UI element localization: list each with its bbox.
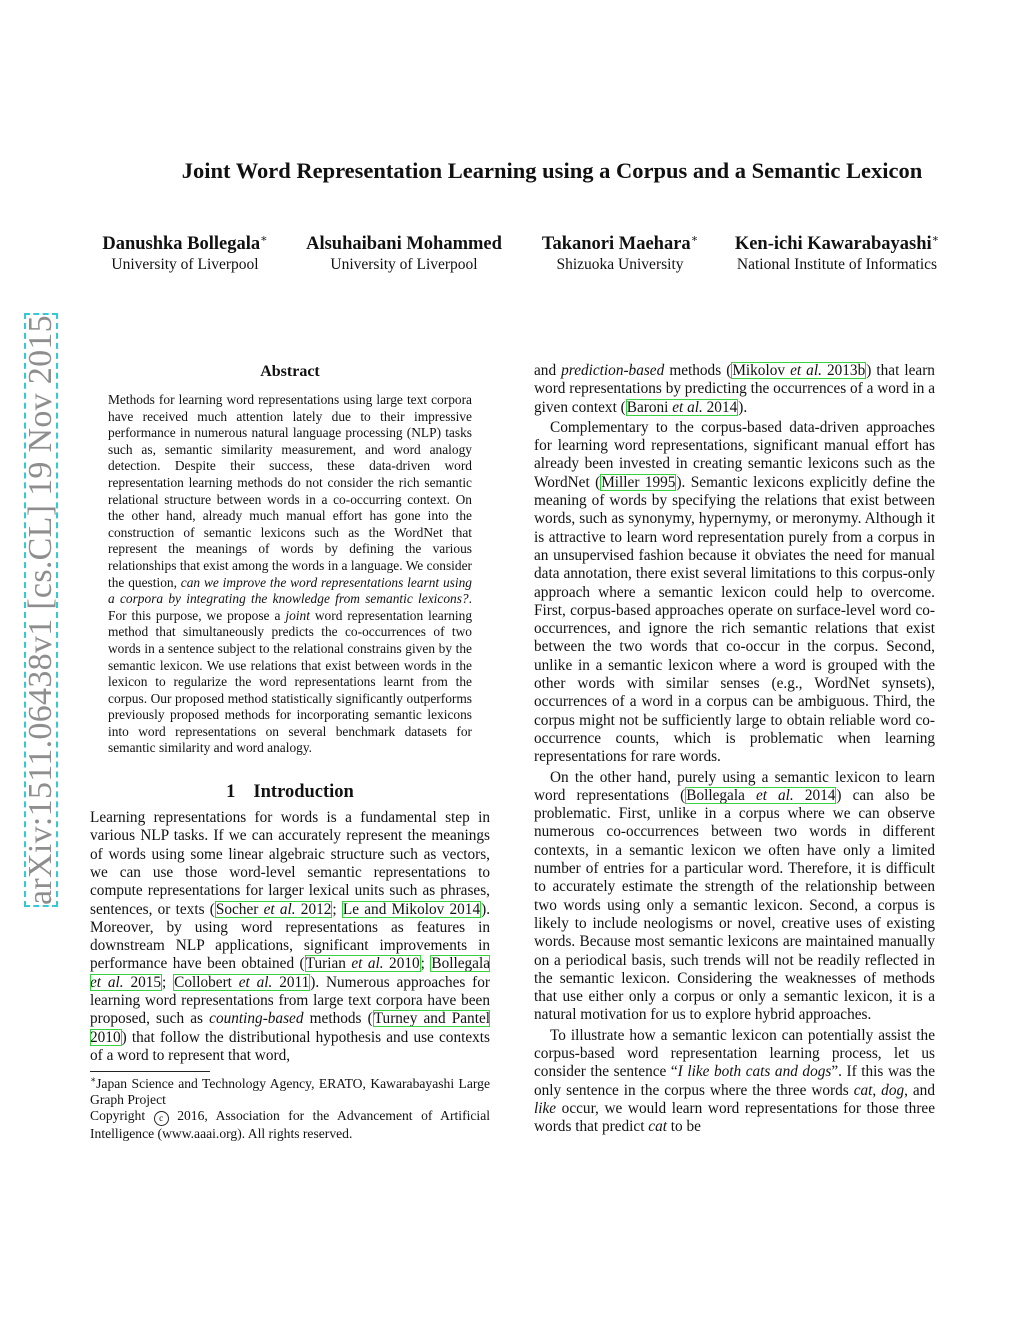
citation-link[interactable]: Baroni et al. 2014 — [626, 398, 738, 416]
citation-link[interactable]: Turney and Pantel 2010 — [90, 1010, 490, 1046]
right-paragraph-3: On the other hand, purely using a semantic lexicon to learn word representations (Bollegala et al. 2014) can also be problematic. First, unlike in a corpus where we can observe numerous co-occurrences between two words in different contexts, in a semantic lexicon we often have only a limited number of entries for a particular word. Therefore, it is difficult to accurately estimate the strength of the relationship between two words using only a semantic lexicon. Second, a corpus is likely to include neologisms or novel, creative uses of existing words. Because most semantic lexicons are maintained manually on a periodical basis, such trends will not be readily reflected in the semantic lexicon. Considering the weaknesses of methods that use either only a corpus or only a semantic lexicon, it is a natural motivation for us to explore hybrid approaches. — [534, 768, 935, 1024]
author-2 — [296, 233, 512, 274]
citation-link[interactable]: Bollegala et al. 2015 — [90, 955, 490, 991]
author-name: Danushka Bollegala — [102, 234, 261, 254]
author-footnote-mark: ∗ — [260, 232, 268, 245]
author-affiliation: University of Liverpool — [111, 256, 259, 273]
citation-link[interactable]: Bollegala et al. 2014 — [686, 786, 836, 804]
right-paragraph-1: and prediction-based methods (Mikolov et al. 2013b) that learn word representations by predicting the occurrences of a word in a given context (Baroni et al. 2014). — [534, 362, 935, 416]
citation-link[interactable]: Turian et al. 2010 — [305, 955, 420, 973]
citation-link[interactable]: Collobert et al. 2011 — [174, 973, 310, 991]
author-1 — [90, 233, 280, 274]
author-3 — [532, 233, 708, 274]
author-4 — [722, 233, 952, 274]
citation-link[interactable]: Mikolov et al. 2013b — [732, 362, 866, 379]
author-name: Ken-ichi Kawarabayashi — [734, 234, 932, 254]
footnote: ∗Japan Science and Technology Agency, ERATO, Kawarabayashi Large Graph Project Copyright c 2016, Association for the Advancement of Artificial Intelligence (www.aaai.org). All rights reserved. — [90, 1074, 491, 1142]
citation-link[interactable]: Miller 1995 — [601, 473, 676, 491]
arxiv-identifier[interactable]: arXiv:1511.06438v1 [cs.CL] 19 Nov 2015 — [22, 315, 59, 905]
author-footnote-mark: ∗ — [931, 232, 940, 245]
copyright-icon: c — [154, 1111, 169, 1126]
abstract-heading: Abstract — [260, 363, 320, 380]
paper-title: Joint Word Representation Learning using a Corpus and a Semantic Lexicon — [181, 158, 923, 183]
arxiv-stamp — [0, 0, 64, 1325]
author-block — [0, 233, 1024, 283]
author-affiliation: National Institute of Informatics — [736, 256, 938, 273]
right-paragraph-2: Complementary to the corpus-based data-driven approaches for learning word representations, significant manual effort has already been invested in creating semantic lexicons such as the WordNet (Miller 1995). Semantic lexicons explicitly define the meaning of words by specifying the relations that exist between words, such as synonymy, hypernymy, or meronymy. Although it is attractive to learn word representation purely from a corpus in an unsupervised fashion because it obviates the need for manual data annotation, there exist several limitations to this corpus-only approach where a semantic lexicon could help to overcome. First, corpus-based approaches operate on surface-level word co-occurrences, and ignore the rich semantic relations that exist between the two words that co-occur in the corpus. Second, unlike in a semantic lexicon where a word is grouped with the other words with similar senses (e.g., WordNet synsets), occurrences of a word in a corpus can be ambiguous. Third, the corpus might not be sufficiently large to obtain reliable word co-occurrence counts, which is problematic when learning representations for rare words. — [534, 418, 936, 766]
citation-link[interactable]: Socher et al. 2012 — [215, 900, 332, 918]
abstract-text: Methods for learning word representations using large text corpora have received much attention lately due to their impressive performance in numerous natural language processing (NLP) tasks such as, semantic similarity measurement, and word analogy detection. Despite their success, these data-driven word representation learning methods do not consider the rich semantic relational structure between words in a co-occurring context. On the other hand, already much manual effort has gone into the construction of semantic lexicons such as the WordNet that represent the meanings of words by defining the various relationships that exist among the words in a language. We consider the question, can we improve the word representations learnt using a corpora by integrating the knowledge from semantic lexicons?. For this purpose, we propose a joint word representation learning method that simultaneously predicts the co-occurrences of two words in a sentence subject to the relational constrains given by the semantic lexicon. We use relations that exist between words in the lexicon to regularize the word representations learnt from the corpus. Our proposed method statistically significantly outperforms previously proposed methods for incorporating semantic lexicons into word representations on several benchmark datasets for semantic similarity and word analogy. — [108, 392, 473, 756]
author-name: Alsuhaibani Mohammed — [306, 234, 502, 254]
citation-link[interactable]: Le and Mikolov 2014 — [342, 900, 481, 918]
author-affiliation: Shizuoka University — [556, 256, 684, 273]
right-column — [534, 362, 935, 1136]
intro-paragraph-1: Learning representations for words is a fundamental step in various NLP tasks. If we can accurately represent the meanings of words using some linear algebraic structure such as vectors, we can use those word-level semantic representations to compute representations for larger lexical units such as phrases, sentences, or texts (Socher et al. 2012; Le and Mikolov 2014). Moreover, by using word representations as features in downstream NLP applications, significant improvements in performance have been obtained (Turian et al. 2010; Bollegala et al. 2015; Collobert et al. 2011). Numerous approaches for learning word representations from large text corpora have been proposed, such as counting-based methods (Turney and Pantel 2010) that follow the distributional hypothesis and use contexts of a word to represent that word, — [90, 809, 491, 1064]
author-affiliation: University of Liverpool — [330, 256, 478, 273]
footnote-divider — [90, 1071, 210, 1072]
right-paragraph-4: To illustrate how a semantic lexicon can potentially assist the corpus-based word representation learning process, let us consider the sentence “I like both cats and dogs”. If this was the only sentence in the corpus where the three words cat, dog, and like occur, we would learn word representations for those three words that predict cat to be — [534, 1026, 935, 1136]
section-heading-introduction: 1 Introduction — [226, 782, 354, 803]
left-column — [90, 362, 490, 1142]
author-footnote-mark: ∗ — [690, 232, 699, 245]
author-name: Takanori Maehara — [541, 234, 691, 254]
